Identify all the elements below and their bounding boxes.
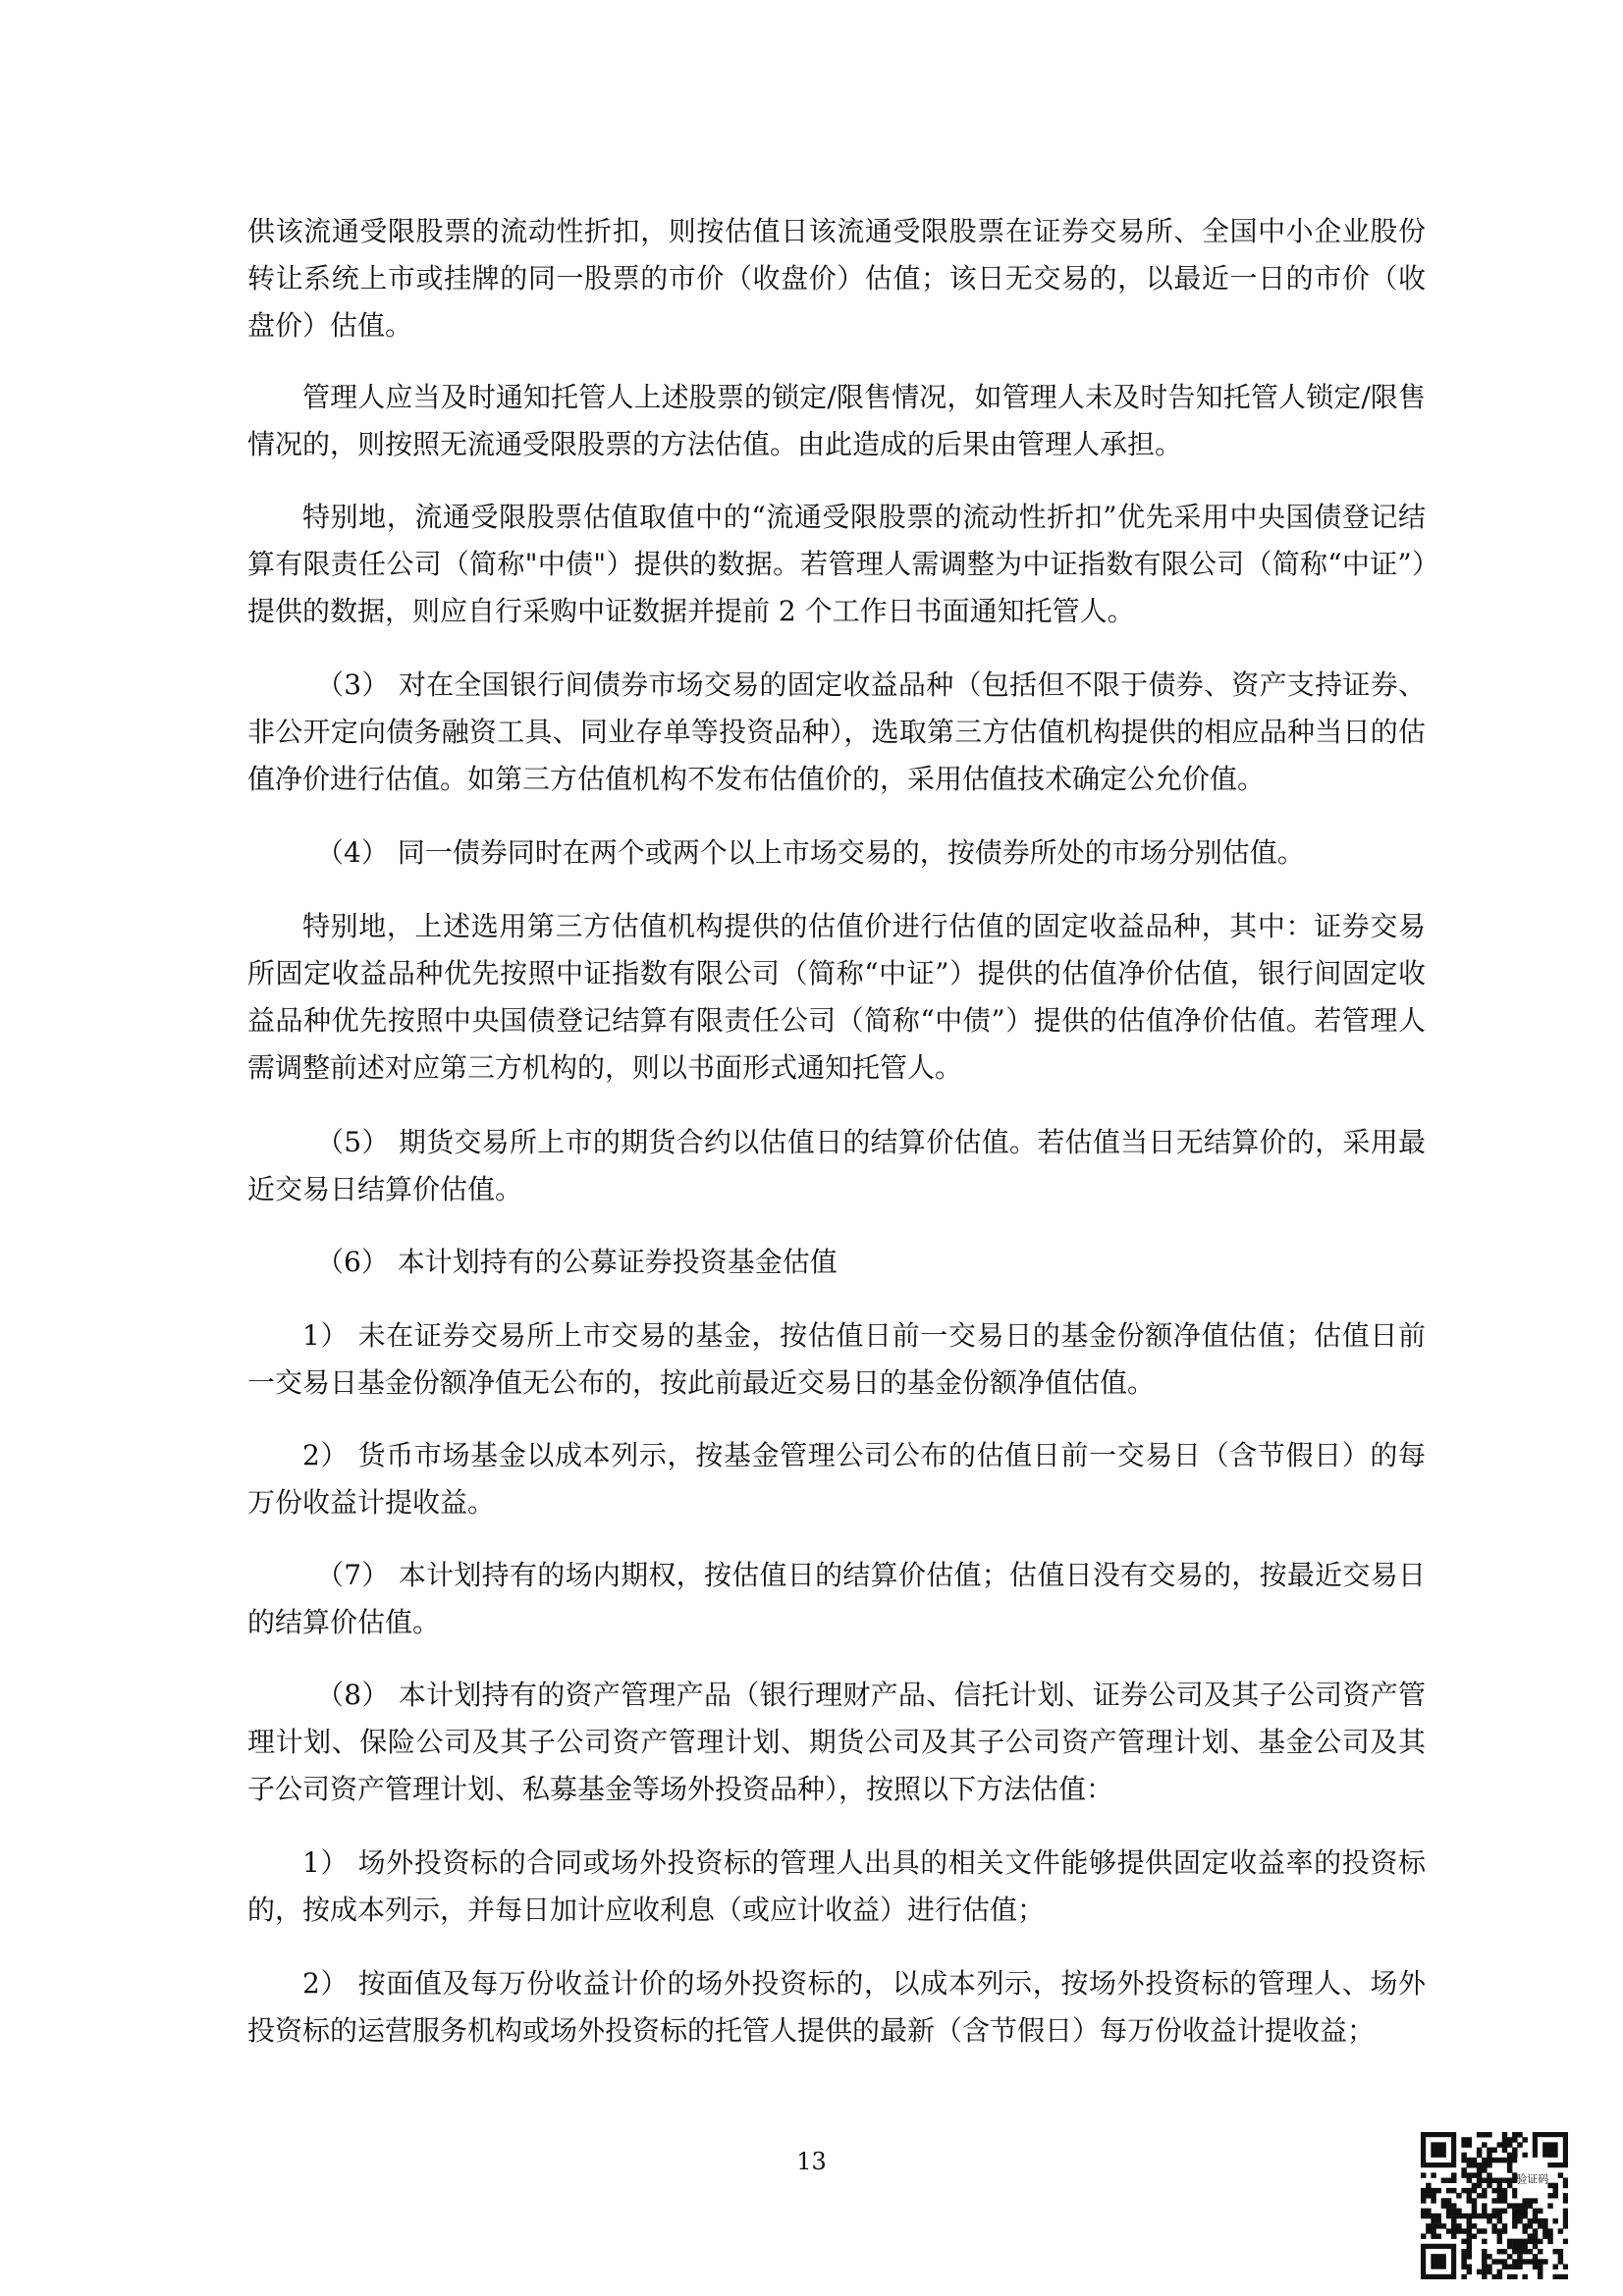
paragraph-12 [247, 1672, 1426, 1813]
paragraph-2 [247, 374, 1426, 468]
paragraph-14 [247, 1960, 1426, 2055]
paragraph-7 [247, 1119, 1426, 1213]
paragraph-text: 特别地，上述选用第三方估值机构提供的估值价进行估值的固定收益品种，其中：证券交易所固定收益品种优先按照中证指数有限公司（简称“中证”）提供的估值净价估值，银行间固定收益品种优先按照中央国债登记结算有限责任公司（简称“中债”）提供的估值净价估值。若管理人需调整前述对应第三方机构的，则以书面形式通知托管人。 [247, 910, 1426, 1084]
paragraph-text: 供该流通受限股票的流动性折扣，则按估值日该流通受限股票在证券交易所、全国中小企业股份转让系统上市或挂牌的同一股票的市价（收盘价）估值；该日无交易的，以最近一日的市价（收盘价）估值。 [247, 215, 1426, 342]
paragraph-1 [247, 208, 1426, 349]
paragraph-6 [247, 903, 1426, 1092]
paragraph-5 [247, 829, 1426, 877]
paragraph-text: 1） 未在证券交易所上市交易的基金，按估值日前一交易日的基金份额净值估值；估值日前一交易日基金份额净值无公布的，按此前最近交易日的基金份额净值估值。 [247, 1319, 1426, 1399]
paragraph-11 [247, 1552, 1426, 1646]
paragraph-text: 2） 按面值及每万份收益计价的场外投资标的，以成本列示，按场外投资标的管理人、场外投资标的运营服务机构或场外投资标的托管人提供的最新（含节假日）每万份收益计提收益； [247, 1967, 1426, 2047]
paragraph-3 [247, 494, 1426, 635]
paragraph-text: （7） 本计划持有的场内期权，按估值日的结算价估值；估值日没有交易的，按最近交易日的结算价估值。 [247, 1559, 1426, 1638]
paragraph-text: 2） 货币市场基金以成本列示，按基金管理公司公布的估值日前一交易日（含节假日）的每万份收益计提收益。 [247, 1439, 1426, 1519]
paragraph-text: （3） 对在全国银行间债券市场交易的固定收益品种（包括但不限于债券、资产支持证券、非公开定向债务融资工具、同业存单等投资品种），选取第三方估值机构提供的相应品种当日的估值净价进行估值。如第三方估值机构不发布估值价的，采用估值技术确定公允价值。 [247, 668, 1426, 795]
paragraph-text: （5） 期货交易所上市的期货合约以估值日的结算价估值。若估值当日无结算价的，采用最近交易日结算价估值。 [247, 1126, 1426, 1205]
page-number: 13 [796, 2148, 827, 2175]
paragraph-13 [247, 1840, 1426, 1934]
paragraph-text: 管理人应当及时通知托管人上述股票的锁定/限售情况，如管理人未及时告知托管人锁定/限售情况的，则按照无流通受限股票的方法估值。由此造成的后果由管理人承担。 [247, 381, 1426, 460]
paragraph-text: （4） 同一债券同时在两个或两个以上市场交易的，按债券所处的市场分别估值。 [316, 836, 1305, 869]
paragraph-10 [247, 1432, 1426, 1526]
paragraph-text: 1） 场外投资标的合同或场外投资标的管理人出具的相关文件能够提供固定收益率的投资标的，按成本列示，并每日加计应收利息（或应计收益）进行估值； [247, 1846, 1426, 1926]
paragraph-4 [247, 662, 1426, 803]
qr-caption: 验证码 [1516, 2172, 1549, 2186]
paragraph-text: （6） 本计划持有的公募证券投资基金估值 [316, 1246, 838, 1278]
qr-code-icon [1421, 2132, 1568, 2279]
paragraph-text: 特别地，流通受限股票估值取值中的“流通受限股票的流动性折扣”优先采用中央国债登记结算有限责任公司（简称"中债"）提供的数据。若管理人需调整为中证指数有限公司（简称“中证”）提供的数据，则应自行采购中证数据并提前 2 个工作日书面通知托管人。 [247, 501, 1426, 627]
paragraph-9 [247, 1312, 1426, 1407]
paragraph-text: （8） 本计划持有的资产管理产品（银行理财产品、信托计划、证券公司及其子公司资产管理计划、保险公司及其子公司资产管理计划、期货公司及其子公司资产管理计划、基金公司及其子公司资产管理计划、私募基金等场外投资品种），按照以下方法估值： [247, 1679, 1426, 1805]
paragraph-8 [247, 1239, 1426, 1286]
